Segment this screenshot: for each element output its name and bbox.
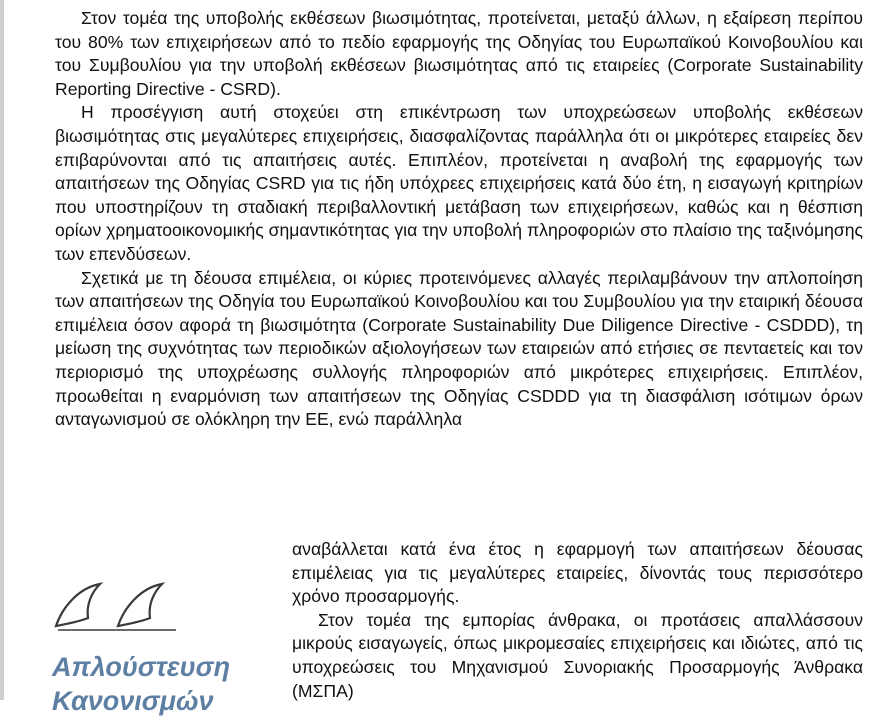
opening-quote-icon [48,578,178,640]
article-column-main [55,7,863,432]
article-paragraph-2: Η προσέγγιση αυτή στοχεύει στη επικέντρωση των υποχρεώσεων υποβολής εκθέσεων βιωσιμότητας στις μεγαλύτερες επιχειρήσεις, διασφαλίζοντας παράλληλα ότι οι μικρότερες εταιρείες δεν επιβαρύνονται από τις απαιτήσεις αυτές. Επιπλέον, προτείνεται η αναβολή της εφαρμογής των απαιτήσεων της Οδηγίας CSRD για τις ήδη υπόχρεες επιχειρήσεις κατά δύο έτη, η εισαγωγή κριτηρίων που υποστηρίζουν τη σταδιακή περιβαλλοντική μετάβαση των επιχειρήσεων, καθώς και η θέσπιση ορίων χρηματοοικονομικής σημαντικότητας για την υποβολή πληροφοριών στο πλαίσιο της ταξινόμησης των επενδύσεων. [55,102,863,264]
pull-quote-title-line-2: Κανονισμών [52,686,214,716]
article-paragraph-4: Στον τομέα της εμπορίας άνθρακα, οι προτάσεις απαλλάσσουν μικρούς εισαγωγείς, όπως μικρομεσαίες επιχειρήσεις και ιδιώτες, από τις υποχρεώσεις του Μηχανισμού Συνοριακής Προσαρμογής Άνθρακα (ΜΣΠΑ) [292,609,863,701]
article-paragraph-1: Στον τομέα της υποβολής εκθέσεων βιωσιμότητας, προτείνεται, μεταξύ άλλων, η εξαίρεση περίπου του 80% των επιχειρήσεων από το πεδίο εφαρμογής της Οδηγίας του Ευρωπαϊκού Κοινοβουλίου και του Συμβουλίου για την υποβολή εκθέσεων βιωσιμότητας από τις εταιρείες (Corporate Sustainability Reporting Directive - CSRD). [55,8,863,99]
pull-quote-title: Απλούστευση [52,652,231,682]
article-column-lower [292,538,863,703]
article-paragraph-3: Σχετικά με τη δέουσα επιμέλεια, οι κύριες προτεινόμενες αλλαγές περιλαμβάνουν την απλοποίηση των απαιτήσεων της Οδηγία του Ευρωπαϊκού Κοινοβουλίου και του Συμβουλίου για την εταιρική δέουσα επιμέλεια όσον αφορά τη βιωσιμότητα (Corporate Sustainability Due Diligence Directive - CSDDD), τη μείωση της συχνότητας των περιοδικών αξιολογήσεων των εταιρειών από ετήσιες σε πενταετείς και τον περιορισμό της υποχρέωσης συλλογής πληροφοριών από μικρότερες επιχειρήσεις. Επιπλέον, προωθείται η εναρμόνιση των απαιτήσεων της Οδηγίας CSDDD για τη διασφάλιση ισότιμων όρων ανταγωνισμού σε ολόκληρη την ΕΕ, ενώ παράλληλα [55,267,863,430]
article-paragraph-3-continued: αναβάλλεται κατά ένα έτος η εφαρμογή των απαιτήσεων δέουσας επιμέλειας για τις μεγαλύτερες εταιρείες, δίνοντάς τους περισσότερο χρόνο προσαρμογής. [292,539,863,607]
page-edge-rule [0,0,4,700]
